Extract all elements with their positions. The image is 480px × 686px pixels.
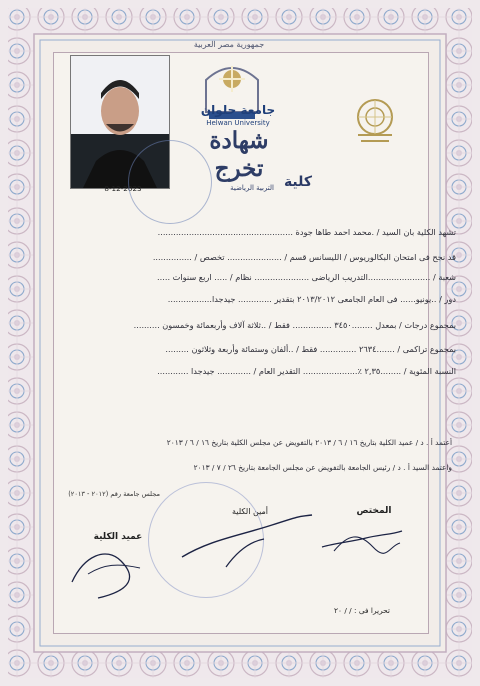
approval-line-1: أعتمد أ . د / عميد الكلية بتاريخ ١٦ / ٦ / ٢٠١٣ بالتفويض عن مجلس الكلية بتاريخ ١٦ / ٦ / ٢٠١٣ [166, 438, 452, 447]
gold-emblem [348, 93, 402, 153]
specialist-label: المختص [356, 506, 392, 516]
body-line-4: دور / ..يونيو...... فى العام الجامعى ٢٠١٣/٢٠١٢ بتقدير ............. جيدجدا................. [167, 294, 456, 304]
photo-date: 8-12-2023 [104, 184, 142, 193]
signature-middle [174, 505, 318, 575]
faculty-secretary-label: أمين الكلية [232, 507, 268, 516]
body-line-7: النسبة المئوية / ........٢,٣٥ ٪..................... التقدير العام / ............. جيدجدا ............ [157, 366, 456, 376]
body-line-6: بمجموع تراكمى / .......٢٦٣٤ .............. فقط / ..ألفان وستمائة وأربعة وثلاثون ......... [165, 344, 456, 354]
body-line-2: قد نجح فى امتحان البكالوريوس / الليسانس قسم / ..................... تخصص / ............... [152, 252, 456, 262]
signature-left [64, 540, 152, 606]
university-name-en: Helwan University [206, 119, 270, 127]
approval-line-2: واعتمد السيد أ . د / رئيس الجامعة بالتفويض عن مجلس الجامعة بتاريخ ٢٦ / ٧ / ٢٠١٣ [193, 463, 452, 472]
photo-stamp [128, 140, 212, 224]
body-line-3: شعبة / ........................التدريب الرياضى ..................... نظام / ..... اربع سنوات ..... [157, 272, 456, 282]
issue-date-label: تحريرا فى : / / ٢٠ [334, 606, 390, 615]
body-line-1: تشهد الكلية بان السيد / .محمد احمد طاها جودة .................................................... [157, 227, 456, 237]
faculty-value: التربية الرياضية [230, 184, 274, 192]
council-note: مجلس جامعة رقم (٢٠١٢ - ٢٠١٣) [68, 490, 160, 498]
body-line-5: بمجموع درجات / بمعدل ........٣٤٥٠ ............... فقط / ..ثلاثة آلاف وأربعمائة وخمسون .......... [133, 320, 456, 330]
university-name-ar: جامعة حلوان [200, 103, 276, 117]
signature-right [316, 522, 410, 556]
certificate-title: شهادة تخرج [209, 127, 269, 182]
country-title: جمهورية مصر العربية [193, 40, 265, 49]
dean-label: عميد الكلية [93, 532, 143, 542]
faculty-label: كلية [283, 174, 312, 190]
